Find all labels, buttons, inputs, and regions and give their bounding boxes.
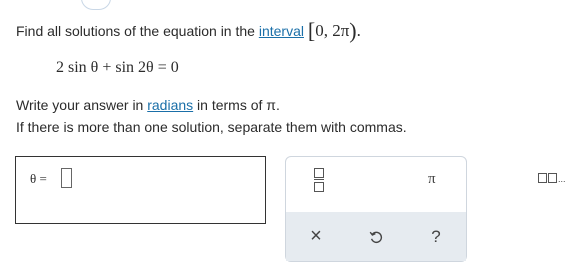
palette-action-row bbox=[286, 212, 466, 261]
help-button[interactable] bbox=[406, 212, 466, 261]
pi-button[interactable] bbox=[346, 157, 436, 212]
question-text bbox=[16, 18, 361, 44]
radians-link[interactable]: radians bbox=[147, 97, 194, 113]
math-palette bbox=[285, 156, 566, 262]
answer-label: θ = bbox=[30, 171, 47, 186]
interval-body: 0, 2π bbox=[315, 21, 350, 40]
interval-notation bbox=[307, 18, 361, 43]
equation: 2 sin θ + sin 2θ = 0 bbox=[56, 59, 179, 76]
chevron-down-icon[interactable] bbox=[81, 0, 111, 10]
instruction-line-2: If there is more than one solution, separate them with commas. bbox=[16, 119, 407, 135]
clear-button[interactable] bbox=[286, 212, 346, 261]
question-prefix: Find all solutions of the equation in the bbox=[16, 23, 259, 39]
answer-box bbox=[15, 156, 266, 224]
answer-input[interactable] bbox=[61, 168, 72, 188]
pi-icon: π bbox=[428, 171, 436, 187]
interval-open-bracket: [ bbox=[307, 18, 316, 43]
instruction-line-1 bbox=[16, 97, 280, 113]
undo-icon bbox=[369, 230, 383, 244]
sequence-icon bbox=[538, 173, 566, 184]
interval-close-bracket: ) bbox=[349, 18, 357, 43]
fraction-icon bbox=[314, 168, 324, 192]
sequence-dots: ... bbox=[558, 174, 566, 184]
instruction-suffix: in terms of π. bbox=[193, 97, 280, 113]
close-icon: × bbox=[310, 225, 322, 247]
interval-link[interactable]: interval bbox=[258, 23, 304, 39]
fraction-button[interactable] bbox=[286, 157, 346, 212]
undo-button[interactable] bbox=[346, 212, 406, 261]
instruction-prefix: Write your answer in bbox=[16, 97, 148, 113]
sequence-button[interactable] bbox=[406, 157, 566, 212]
help-icon: ? bbox=[431, 226, 441, 246]
interval-period: . bbox=[356, 21, 361, 40]
